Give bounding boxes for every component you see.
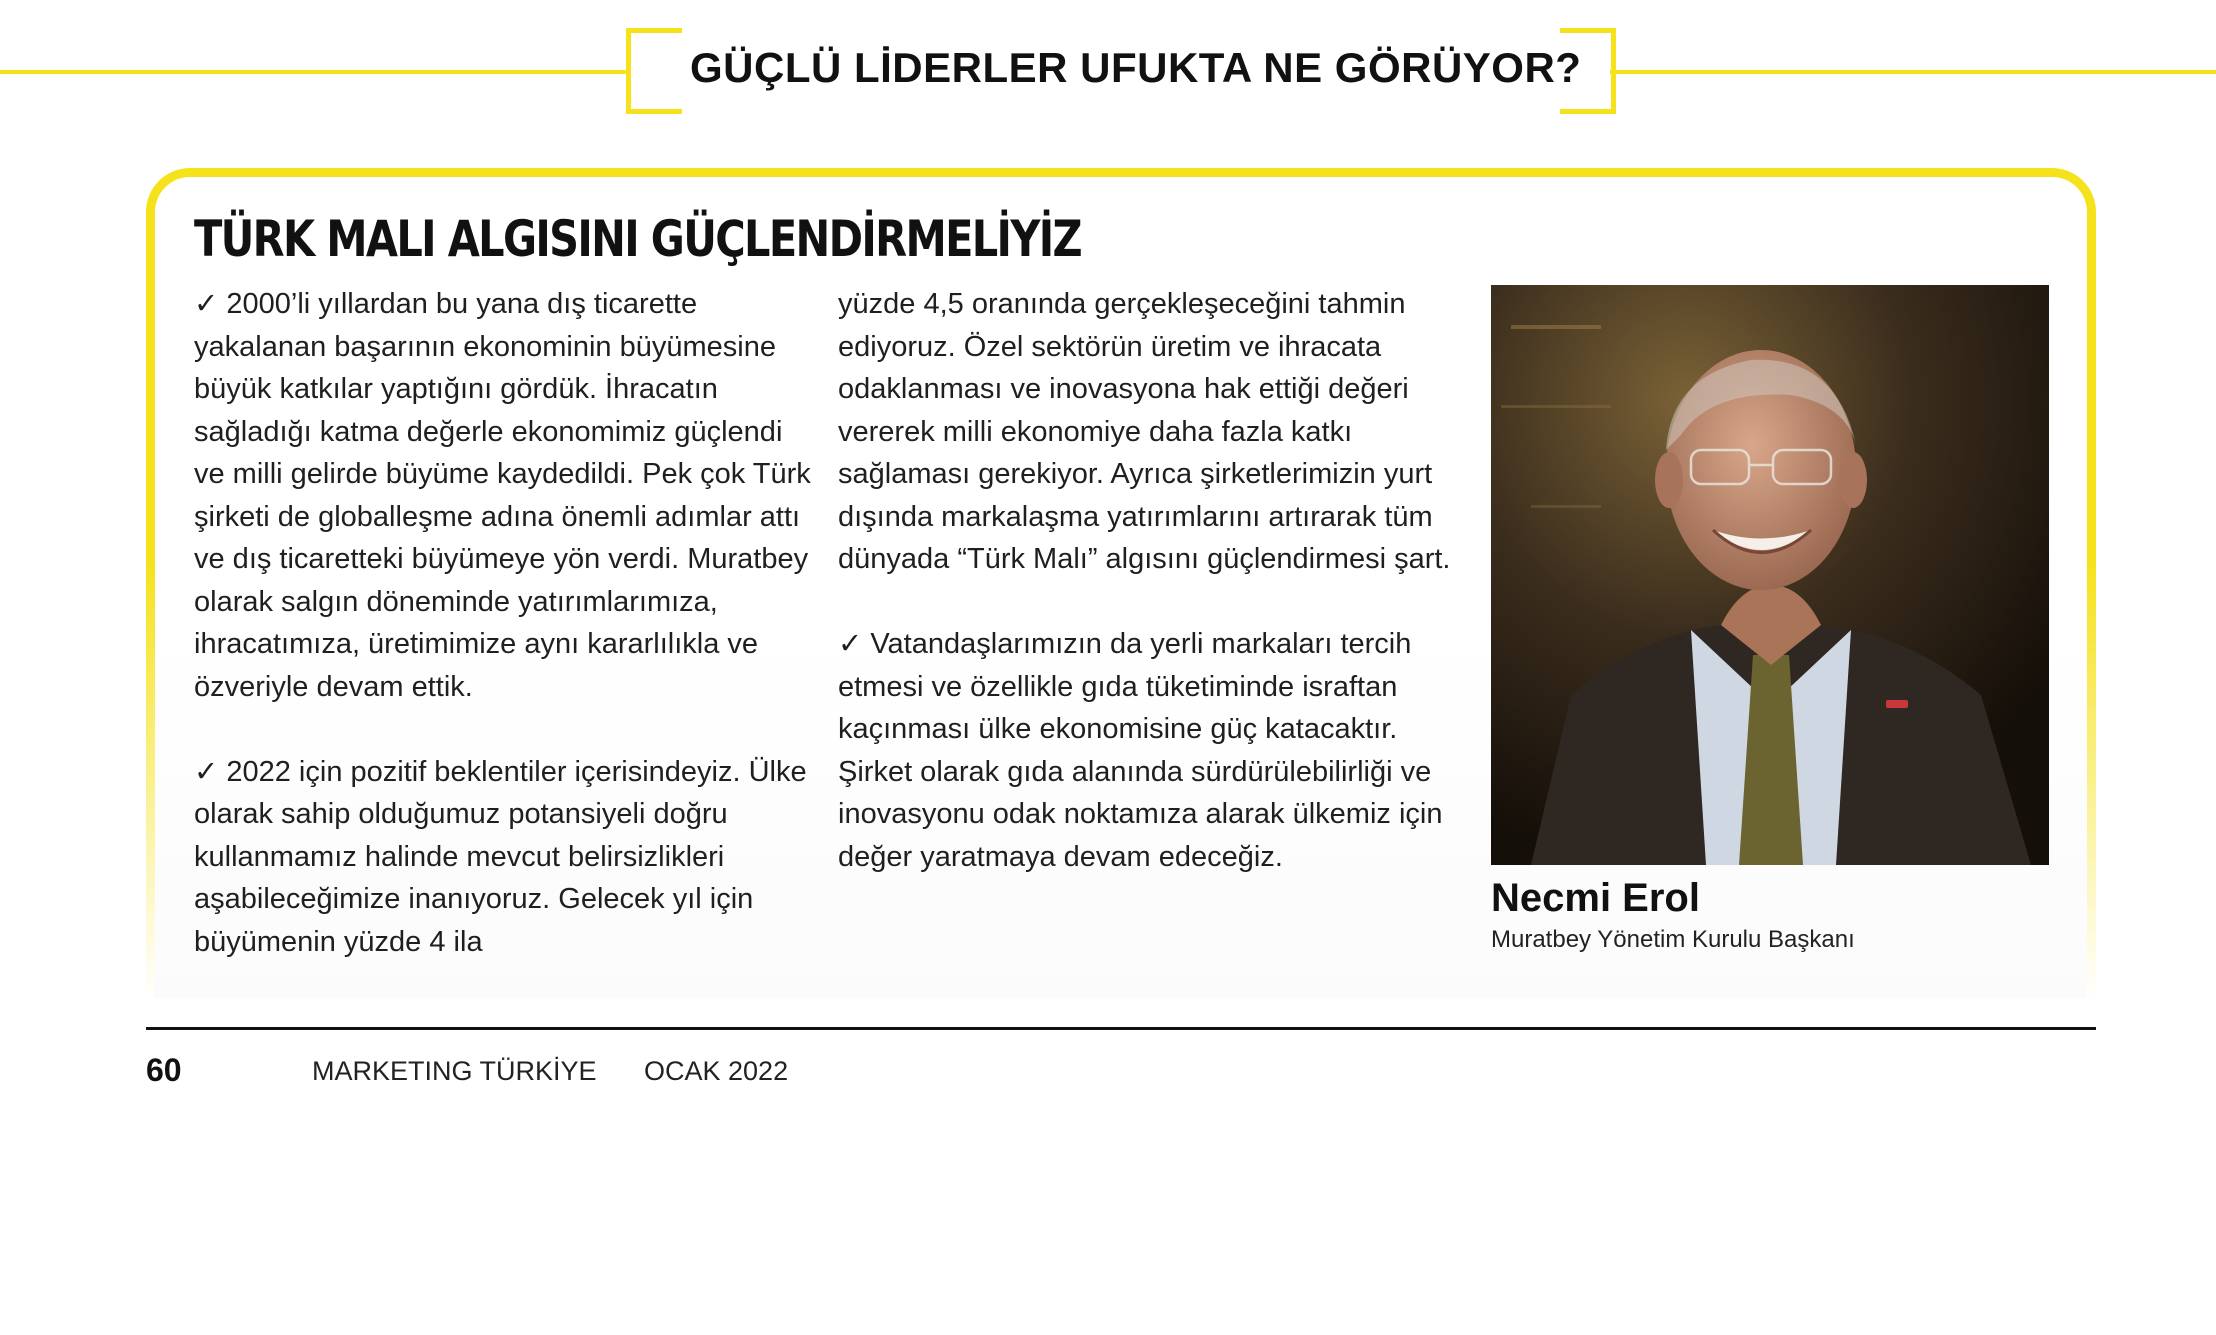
article-column-1	[194, 283, 814, 963]
paragraph-growth-forecast: yüzde 4,5 oranında gerçekleşeceğini tahmin ediyoruz. Özel sektörün üretim ve ihracata odaklanması ve inovasyona hak ettiği değeri vererek milli ekonomiye daha fazla katkı sağlaması gerekiyor. Ayrıca şirketlerimizin yurt dışında markalaşma yatırımlarını artırarak tüm dünyada “Türk Malı” algısını güçlendirmesi şart.	[838, 288, 1451, 575]
paragraph-exports: ✓ 2000’li yıllardan bu yana dış ticarette yakalanan başarının ekonominin büyümesine büyük katkılar yaptığını gördük. İhracatın sağladığı katma değerle ekonomimiz güçlendi ve milli gelirde büyüme kaydedildi. Pek çok Türk şirketi de globalleşme adına önemli adımlar attı ve dış ticaretteki büyümeye yön verdi. Muratbey olarak salgın döneminde yatırımlarımıza, ihracatımıza, üretimimize aynı kararlılıkla ve özveriyle devam ettik.	[194, 288, 811, 703]
person-role: Muratbey Yönetim Kurulu Başkanı	[1491, 926, 1855, 953]
magazine-name: MARKETING TÜRKİYE	[312, 1056, 597, 1086]
footer-rule	[146, 1027, 2096, 1030]
header-rule-left	[0, 70, 628, 74]
section-title: GÜÇLÜ LİDERLER UFUKTA NE GÖRÜYOR?	[690, 44, 1582, 91]
header-rule-right	[1610, 70, 2216, 74]
page-number: 60	[146, 1052, 182, 1088]
person-name: Necmi Erol	[1491, 876, 1700, 920]
header-bracket-left	[626, 28, 682, 114]
portrait-photo	[1491, 285, 2049, 865]
article-title: TÜRK MALI ALGISINI GÜÇLENDİRMELİYİZ	[194, 210, 1081, 268]
paragraph-local-brands: ✓ Vatandaşlarımızın da yerli markaları tercih etmesi ve özellikle gıda tüketiminde israftan kaçınması ülke ekonomisine güç katacaktır. Şirket olarak gıda alanında sürdürülebilirliği ve inovasyonu odak noktamıza alarak ülkemiz için değer yaratmaya devam edeceğiz.	[838, 628, 1443, 873]
card-fade-right	[2087, 560, 2096, 1000]
paragraph-expectations: ✓ 2022 için pozitif beklentiler içerisindeyiz. Ülke olarak sahip olduğumuz potansiyeli doğru kullanmamız halinde mevcut belirsizlikleri aşabileceğimize inanıyoruz. Gelecek yıl için büyümenin yüzde 4 ila	[194, 755, 807, 958]
issue-date: OCAK 2022	[644, 1056, 789, 1086]
card-fade-left	[146, 560, 155, 1000]
portrait-illustration	[1491, 285, 2049, 865]
article-column-2	[838, 283, 1458, 878]
